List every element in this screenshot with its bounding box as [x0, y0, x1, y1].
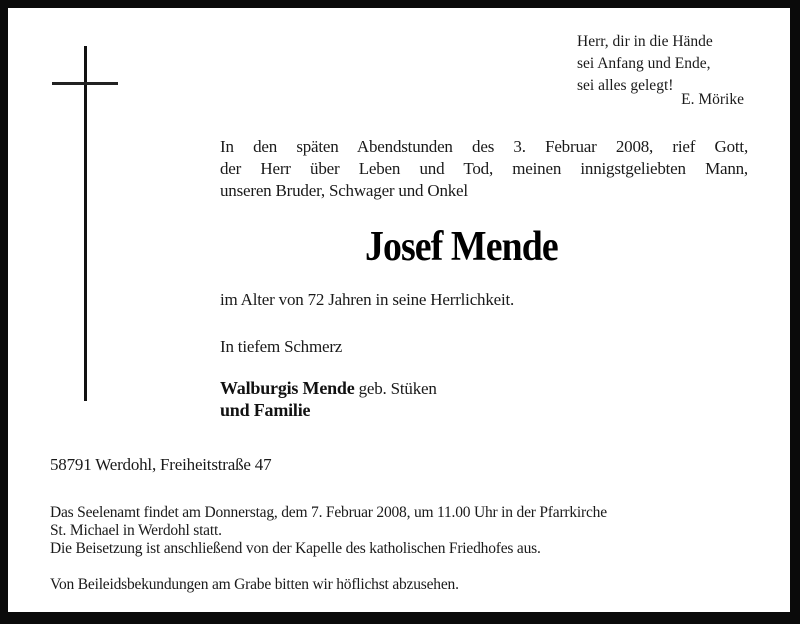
quote-line: Herr, dir in die Hände — [577, 33, 713, 50]
mourners-line — [220, 377, 437, 400]
age-line: im Alter von 72 Jahren in seine Herrlichkeit. — [220, 290, 515, 309]
intro-line: der Herr über Leben und Tod, meinen innigstgeliebten Mann, — [220, 159, 748, 178]
mourners-family: und Familie — [220, 400, 311, 420]
cross-icon — [84, 46, 87, 401]
intro-line: In den späten Abendstunden des 3. Februar 2008, rief Gott, — [220, 137, 748, 156]
quote-line: sei alles gelegt! — [577, 77, 674, 94]
service-line: St. Michael in Werdohl statt. — [50, 522, 222, 539]
mourner-name: Walburgis Mende — [220, 378, 355, 398]
deceased-name: Josef Mende — [365, 224, 558, 270]
closing-line: Von Beileidsbekundungen am Grabe bitten wir höflichst abzusehen. — [50, 576, 459, 593]
service-line: Die Beisetzung ist anschließend von der Kapelle des katholischen Friedhofes aus. — [50, 540, 541, 557]
intro-line: unseren Bruder, Schwager und Onkel — [220, 181, 468, 200]
quote-line: sei Anfang und Ende, — [577, 55, 711, 72]
address: 58791 Werdohl, Freiheitstraße 47 — [50, 455, 272, 474]
service-line: Das Seelenamt findet am Donnerstag, dem 7. Februar 2008, um 11.00 Uhr in der Pfarrkirche — [50, 504, 607, 521]
mourning-line: In tiefem Schmerz — [220, 337, 343, 356]
quote-author: E. Mörike — [681, 91, 744, 108]
mourner-maiden-name: geb. Stüken — [358, 379, 437, 398]
cross-icon-bar — [52, 82, 118, 85]
